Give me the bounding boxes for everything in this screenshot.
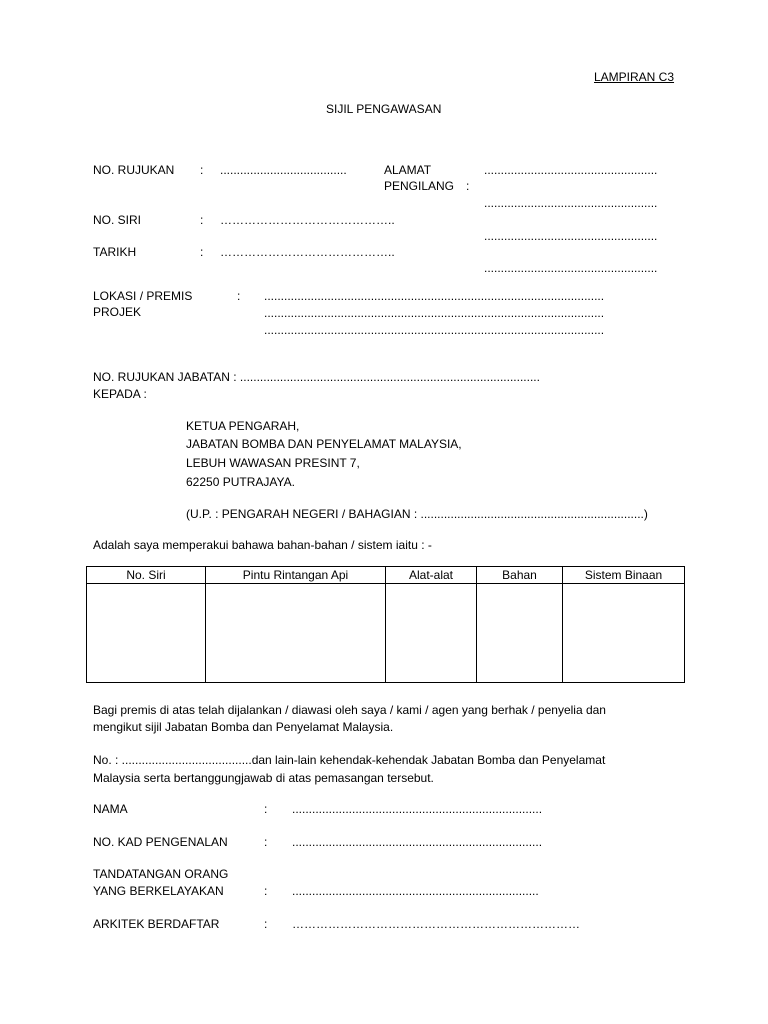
materials-table: [86, 566, 685, 683]
column-header-bahan: Bahan: [477, 567, 563, 584]
table-cell: [87, 584, 206, 683]
intro-text: Adalah saya memperakui bahawa bahan-bahan / sistem iaitu : -: [93, 538, 432, 552]
rujukan-jabatan-line: NO. RUJUKAN JABATAN : ..........................................................................................: [93, 370, 540, 384]
projek-label: PROJEK: [93, 305, 142, 319]
table-cell: [477, 584, 563, 683]
colon: :: [264, 802, 268, 816]
up-line: (U.P. : PENGARAH NEGERI / BAHAGIAN : ...................................................................): [186, 507, 648, 521]
no-siri-label: NO. SIRI: [93, 213, 142, 227]
tarikh-dots: ……………………………………..: [220, 245, 395, 259]
alamat-line: ....................................................: [484, 163, 658, 177]
table-cell: [206, 584, 386, 683]
no-siri-dots: ……………………………………..: [220, 213, 395, 227]
table-cell: [386, 584, 477, 683]
alamat-line: ....................................................: [484, 261, 658, 275]
address-line: KETUA PENGARAH,: [186, 419, 300, 433]
nama-label: NAMA: [93, 802, 128, 816]
paragraph-line: mengikut sijil Jabatan Bomba dan Penyelamat Malaysia.: [93, 720, 394, 734]
kad-pengenalan-dots: ...........................................................................: [292, 835, 543, 849]
alamat-line: ....................................................: [484, 229, 658, 243]
lokasi-line: ......................................................................................................: [264, 323, 605, 337]
tandatangan-dots: ..........................................................................: [292, 884, 539, 898]
alamat-label: ALAMAT: [384, 163, 432, 177]
table-row: [87, 584, 685, 683]
colon: :: [264, 917, 268, 931]
document-title: SIJIL PENGAWASAN: [326, 102, 442, 116]
colon: :: [264, 884, 268, 898]
colon: :: [466, 179, 470, 193]
tandatangan-label: TANDATANGAN ORANG: [93, 867, 229, 881]
berkelayakan-label: YANG BERKELAYAKAN: [93, 884, 224, 898]
lokasi-label: LOKASI / PREMIS: [93, 289, 193, 303]
arkitek-dots: ………………………………………………………………: [292, 917, 580, 931]
nama-dots: ...........................................................................: [292, 802, 543, 816]
colon: :: [200, 213, 204, 227]
lokasi-line: ......................................................................................................: [264, 289, 605, 303]
address-line: LEBUH WAWASAN PRESINT 7,: [186, 456, 360, 470]
pengilang-label: PENGILANG: [384, 179, 455, 193]
alamat-line: ....................................................: [484, 196, 658, 210]
kepada-label: KEPADA :: [93, 387, 147, 401]
colon: :: [237, 289, 241, 303]
kad-pengenalan-label: NO. KAD PENGENALAN: [93, 835, 228, 849]
paragraph-line: Bagi premis di atas telah dijalankan / diawasi oleh saya / kami / agen yang berhak / penyelia dan: [93, 703, 606, 717]
colon: :: [200, 163, 204, 177]
paragraph-line: Malaysia serta bertanggungjawab di atas pemasangan tersebut.: [93, 771, 434, 785]
lampiran-label: LAMPIRAN C3: [594, 70, 675, 84]
colon: :: [200, 245, 204, 259]
table-cell: [563, 584, 685, 683]
arkitek-label: ARKITEK BERDAFTAR: [93, 917, 220, 931]
lokasi-line: ......................................................................................................: [264, 306, 605, 320]
address-line: 62250 PUTRAJAYA.: [186, 475, 295, 489]
column-header-no-siri: No. Siri: [87, 567, 206, 584]
paragraph-line: No. : .......................................dan lain-lain kehendak-kehendak Jabatan Bomba dan Penyelamat: [93, 753, 606, 767]
colon: :: [264, 835, 268, 849]
no-rujukan-label: NO. RUJUKAN: [93, 163, 175, 177]
address-line: JABATAN BOMBA DAN PENYELAMAT MALAYSIA,: [186, 437, 462, 451]
tarikh-label: TARIKH: [93, 245, 137, 259]
column-header-alat-alat: Alat-alat: [386, 567, 477, 584]
no-rujukan-dots: ......................................: [220, 163, 347, 177]
column-header-sistem-binaan: Sistem Binaan: [563, 567, 685, 584]
column-header-pintu-rintangan-api: Pintu Rintangan Api: [206, 567, 386, 584]
